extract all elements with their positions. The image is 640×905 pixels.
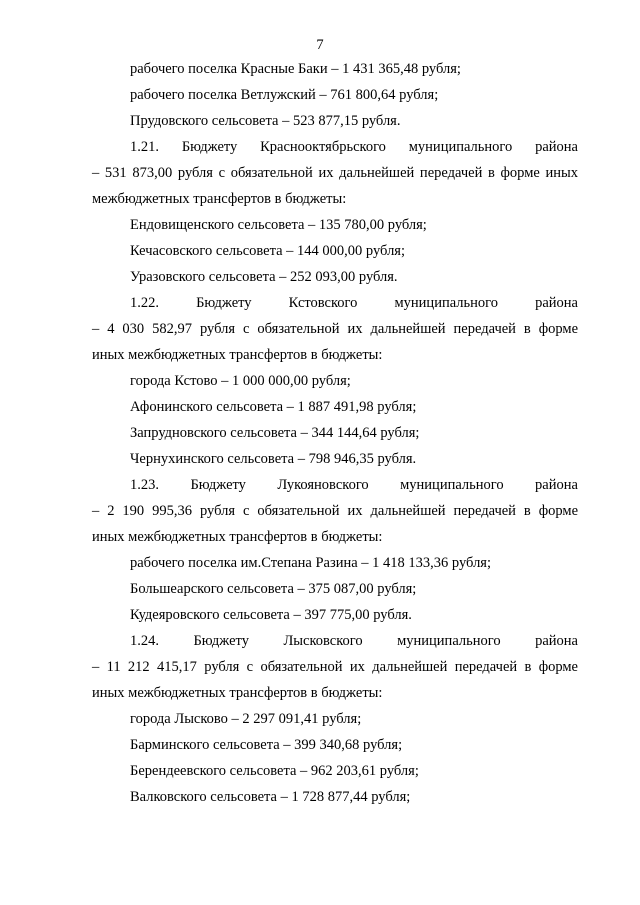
paragraph-line: – 4 030 582,97 рубля с обязательной их дальнейшей передачей в форме bbox=[92, 321, 578, 337]
list-item: Кечасовского сельсовета – 144 000,00 рубля; bbox=[130, 243, 405, 259]
paragraph-line: – 2 190 995,36 рубля с обязательной их дальнейшей передачей в форме bbox=[92, 503, 578, 519]
paragraph-line: – 531 873,00 рубля с обязательной их дальнейшей передачей в форме иных bbox=[92, 165, 578, 181]
paragraph-line: – 11 212 415,17 рубля с обязательной их дальнейшей передачей в форме bbox=[92, 659, 578, 675]
paragraph-line: иных межбюджетных трансфертов в бюджеты: bbox=[92, 347, 383, 363]
list-item: города Кстово – 1 000 000,00 рубля; bbox=[130, 373, 351, 389]
section-heading-1-22: 1.22. Бюджету Кстовского муниципального района bbox=[130, 295, 578, 311]
paragraph-line: межбюджетных трансфертов в бюджеты: bbox=[92, 191, 347, 207]
list-item: Барминского сельсовета – 399 340,68 рубля; bbox=[130, 737, 403, 753]
section-heading-1-24: 1.24. Бюджету Лысковского муниципального района bbox=[130, 633, 578, 649]
list-item: рабочего поселка им.Степана Разина – 1 418 133,36 рубля; bbox=[130, 555, 491, 571]
list-item: рабочего поселка Красные Баки – 1 431 365,48 рубля; bbox=[130, 61, 461, 77]
list-item: Берендеевского сельсовета – 962 203,61 рубля; bbox=[130, 763, 419, 779]
document-body bbox=[92, 56, 578, 810]
list-item: Запрудновского сельсовета – 344 144,64 рубля; bbox=[130, 425, 420, 441]
list-item: Уразовского сельсовета – 252 093,00 рубля. bbox=[130, 269, 398, 285]
list-item: Валковского сельсовета – 1 728 877,44 рубля; bbox=[130, 789, 411, 805]
list-item: Чернухинского сельсовета – 798 946,35 рубля. bbox=[130, 451, 417, 467]
paragraph-line: иных межбюджетных трансфертов в бюджеты: bbox=[92, 685, 383, 701]
list-item: города Лысково – 2 297 091,41 рубля; bbox=[130, 711, 362, 727]
list-item: Афонинского сельсовета – 1 887 491,98 рубля; bbox=[130, 399, 417, 415]
page-number: 7 bbox=[316, 37, 324, 53]
section-heading-1-23: 1.23. Бюджету Лукояновского муниципального района bbox=[130, 477, 578, 493]
list-item: Ендовищенского сельсовета – 135 780,00 рубля; bbox=[130, 217, 427, 233]
list-item: Большеарского сельсовета – 375 087,00 рубля; bbox=[130, 581, 417, 597]
paragraph-line: иных межбюджетных трансфертов в бюджеты: bbox=[92, 529, 383, 545]
list-item: Прудовского сельсовета – 523 877,15 рубля. bbox=[130, 113, 401, 129]
list-item: Кудеяровского сельсовета – 397 775,00 рубля. bbox=[130, 607, 412, 623]
section-heading-1-21: 1.21. Бюджету Краснооктябрьского муниципального района bbox=[130, 139, 578, 155]
list-item: рабочего поселка Ветлужский – 761 800,64 рубля; bbox=[130, 87, 439, 103]
